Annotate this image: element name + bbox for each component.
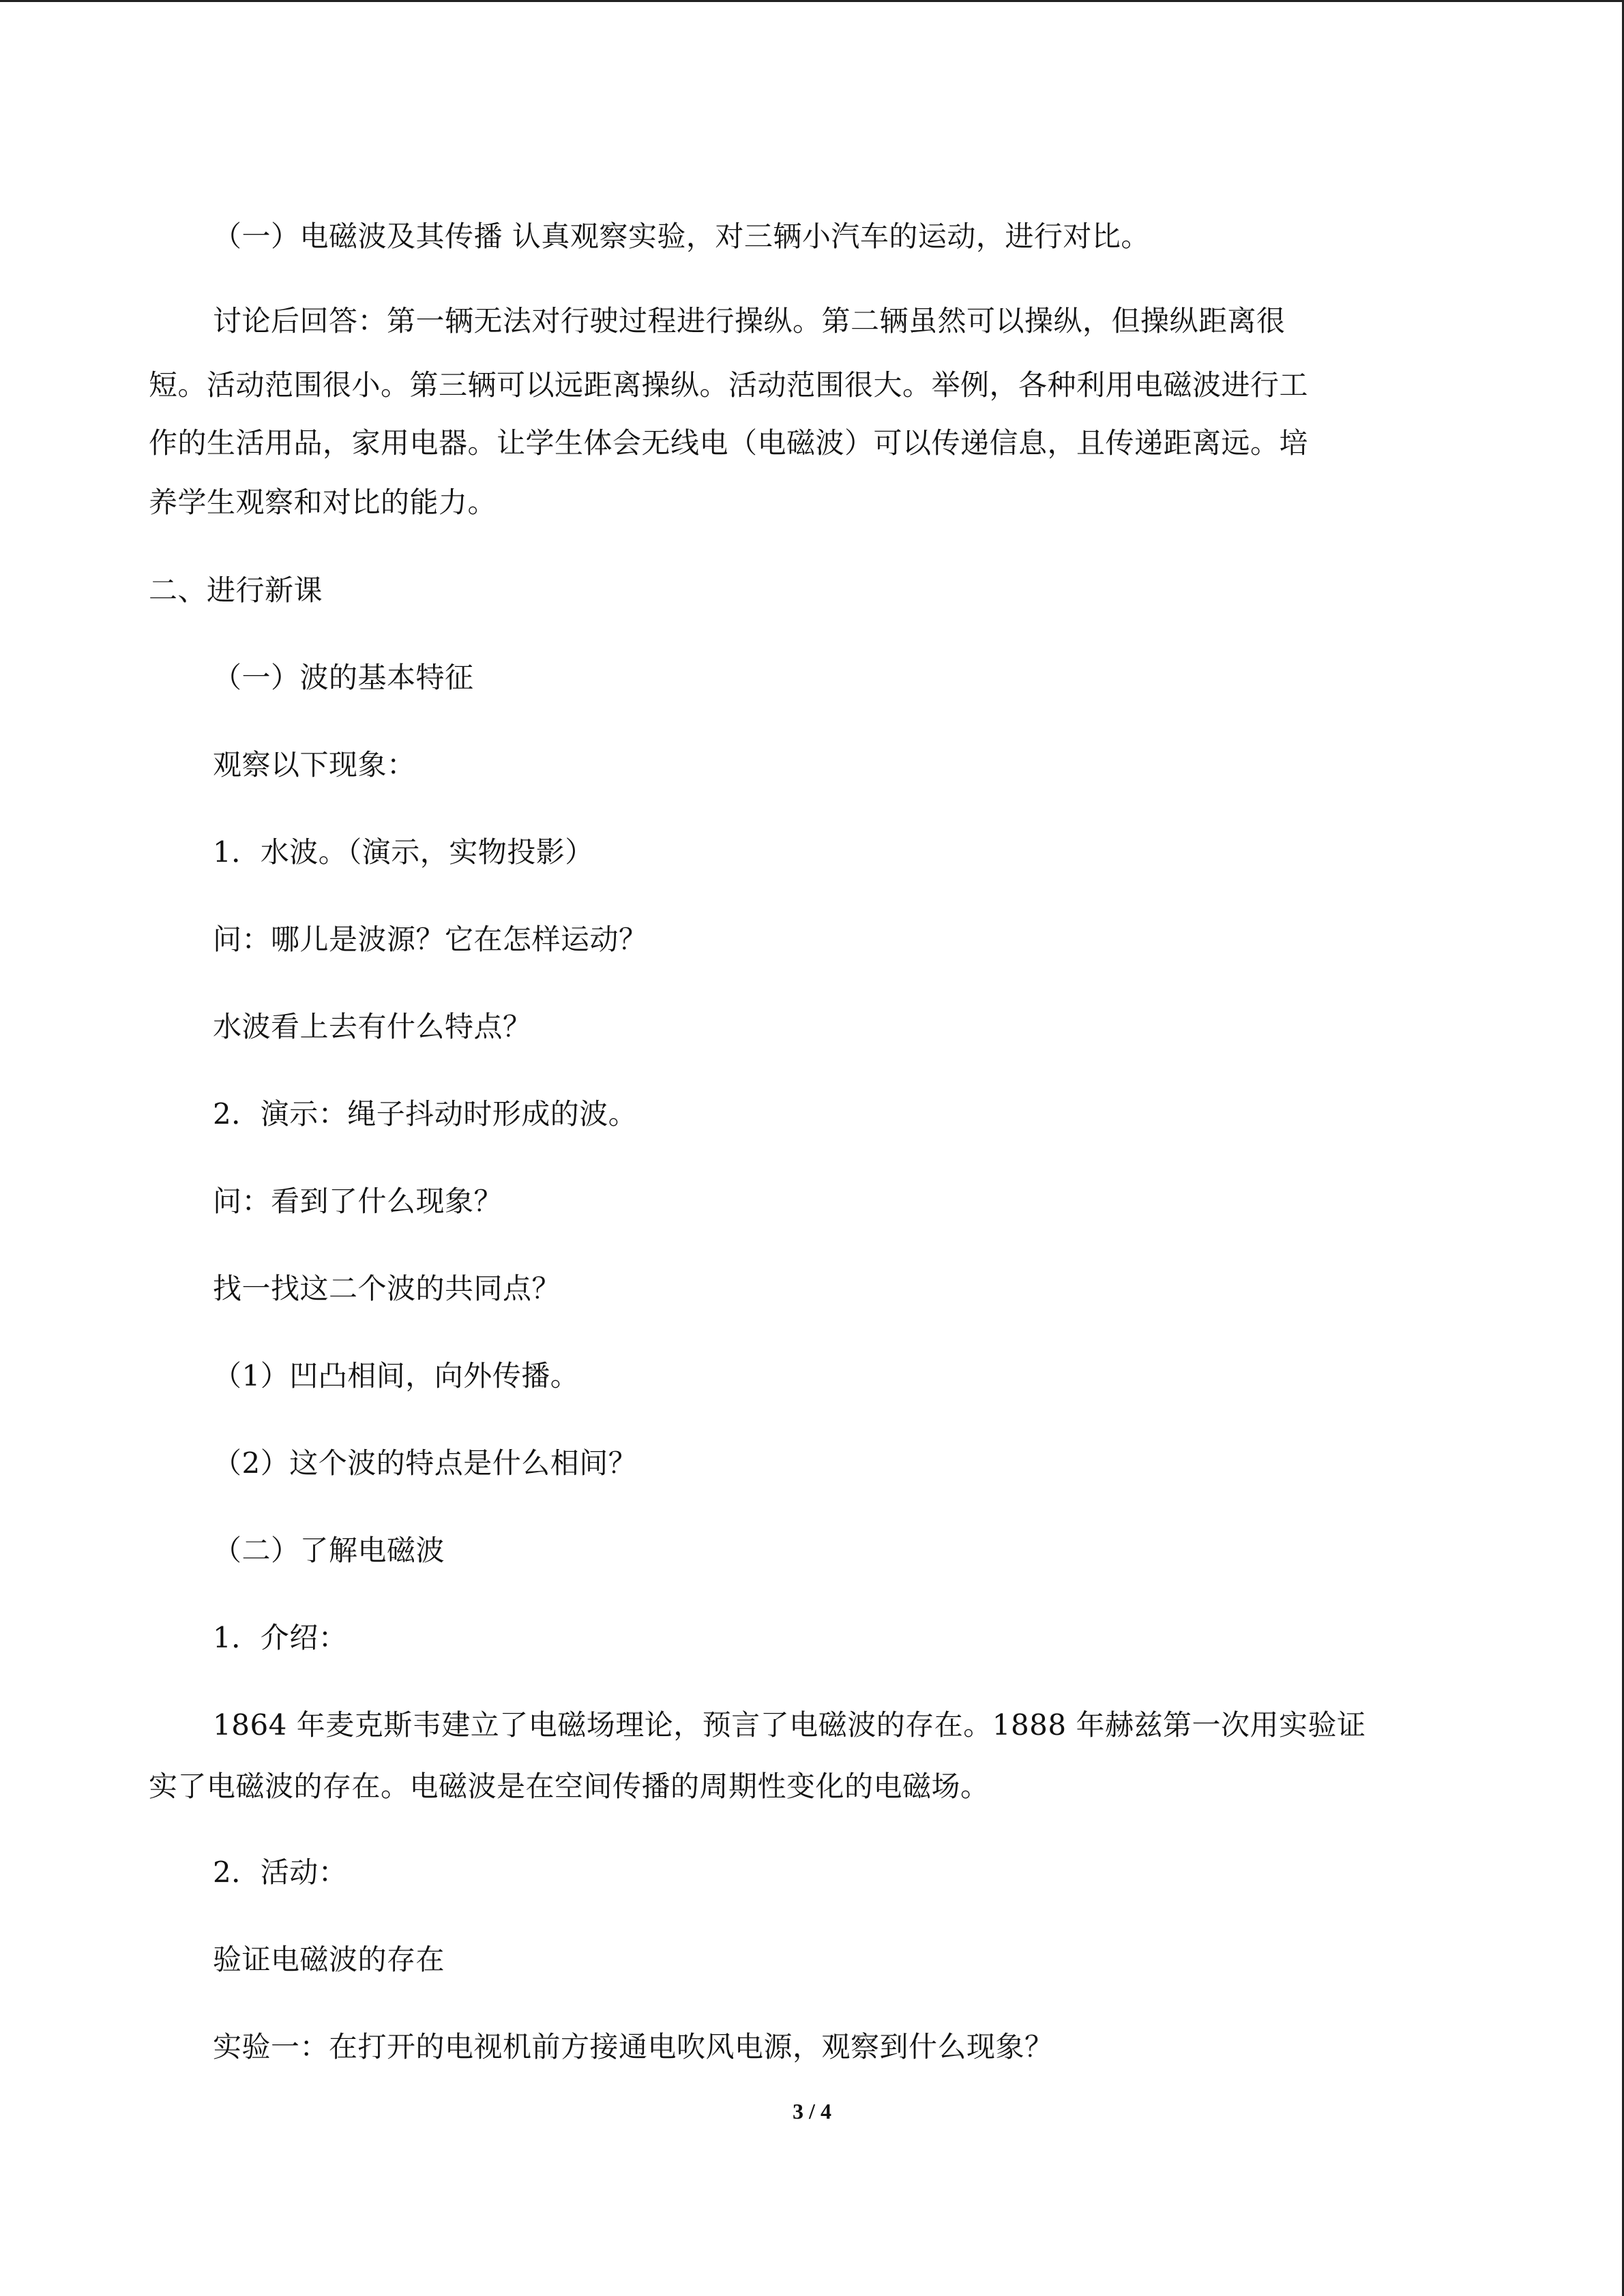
section-heading: 二、进行新课 <box>149 573 323 607</box>
list-item: 1．水波。（演示，实物投影） <box>213 835 594 869</box>
paragraph-line: 作的生活用品，家用电器。让学生体会无线电（电磁波）可以传递信息，且传递距离远。培 <box>149 426 1309 460</box>
paragraph-line: 观察以下现象： <box>213 748 416 781</box>
paragraph-line: 验证电磁波的存在 <box>213 1943 445 1976</box>
paragraph-line: 实验一：在打开的电视机前方接通电吹风电源，观察到什么现象？ <box>213 2030 1054 2063</box>
paragraph-line: 1864 年麦克斯韦建立了电磁场理论，预言了电磁波的存在。1888 年赫兹第一次用实验证 <box>213 1708 1366 1742</box>
list-item: 2．演示：绳子抖动时形成的波。 <box>213 1097 638 1131</box>
paragraph-line: 问：看到了什么现象？ <box>213 1184 503 1218</box>
page-top-border <box>0 0 1624 2</box>
list-item: （2）这个波的特点是什么相间？ <box>213 1446 638 1480</box>
paragraph-line: 养学生观察和对比的能力。 <box>149 486 497 519</box>
paragraph-line: 水波看上去有什么特点？ <box>213 1010 532 1043</box>
paragraph-line: 实了电磁波的存在。电磁波是在空间传播的周期性变化的电磁场。 <box>149 1770 990 1803</box>
page-number: 3 / 4 <box>793 2099 831 2123</box>
paragraph-line: 讨论后回答：第一辆无法对行驶过程进行操纵。第二辆虽然可以操纵，但操纵距离很 <box>213 304 1286 338</box>
paragraph-line: 问：哪儿是波源？它在怎样运动？ <box>213 923 648 956</box>
paragraph-line: 短。活动范围很小。第三辆可以远距离操纵。活动范围很大。举例，各种利用电磁波进行工 <box>149 368 1309 402</box>
paragraph-line: 找一找这二个波的共同点？ <box>213 1272 561 1305</box>
subsection-heading: （一）波的基本特征 <box>213 661 474 694</box>
list-item: （1）凹凸相间，向外传播。 <box>213 1359 580 1392</box>
list-item: 2．活动： <box>213 1855 348 1889</box>
paragraph-line: （一）电磁波及其传播 认真观察实验，对三辆小汽车的运动，进行对比。 <box>213 220 1150 253</box>
subsection-heading: （二）了解电磁波 <box>213 1534 445 1567</box>
list-item: 1．介绍： <box>213 1621 348 1654</box>
